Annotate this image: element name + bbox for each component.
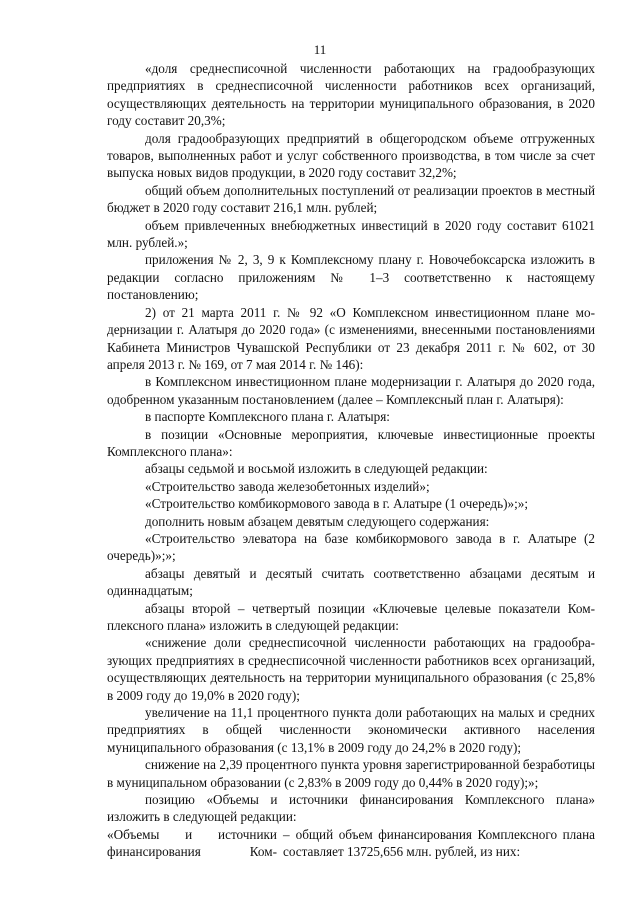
paragraph: абзацы седьмой и восьмой изложить в следующей редакции:	[145, 461, 488, 477]
financing-table-right-text: общий объем финансирования Комплексного плана составляет 13725,656 млн. рублей, из них:	[283, 826, 595, 860]
paragraph: «доля среднесписочной численности работающих на градообразующих предприятиях в среднесписочной численности работников всех организаций, осуществляющих деятельность на территории муниципального образования, в 2020 году составит 20,3%;	[107, 61, 595, 129]
paragraph: абзацы девятый и десятый считать соответственно абзацами десятым и одиннадцатым;	[107, 565, 595, 599]
financing-table-left-cell	[107, 826, 277, 861]
paragraph: в паспорте Комплексного плана г. Алатыря:	[145, 409, 390, 425]
document-body	[107, 60, 595, 861]
paragraph: дополнить новым абзацем девятым следующего содержания:	[145, 513, 490, 529]
financing-table-right-cell	[283, 826, 595, 861]
financing-table-dash: –	[283, 826, 290, 842]
paragraph: «Строительство элеватора на базе комбикормового завода в г. Алатыре (2 очередь)»;»;	[107, 530, 595, 564]
paragraph: «Строительство завода железобетонных изделий»;	[145, 478, 430, 494]
paragraph: «снижение доли среднесписочной численности работающих на градообразующих предприятиях в среднесписочной численности работников всех организаций, осуществляющих деятельность на территории муниципального образования (с 25,8% в 2009 году до 19,0% в 2020 году);	[107, 635, 595, 703]
paragraph: позицию «Объемы и источники финансирования Комплексного плана» изложить в следующей редакции:	[107, 792, 595, 825]
paragraph: увеличение на 11,1 процентного пункта доли работающих на малых и средних предприятиях в общей численности экономически активного населения муниципального образования (с 13,1% в 2009 году до 24,2% в 2020 году);	[107, 705, 595, 755]
paragraph: общий объем дополнительных поступлений от реализации проектов в местный бюджет в 2020 году составит 216,1 млн. рублей;	[107, 182, 595, 216]
paragraph: доля градообразующих предприятий в общегородском объеме отгруженных товаров, выполненных работ и услуг собственного производства, в том числе за счет выпуска новых видов продукции, в 2020 году составит 32,2%;	[107, 130, 595, 181]
page-number: 11	[313, 42, 327, 57]
paragraph: «Строительство комбикормового завода в г. Алатыре (1 очередь)»;»;	[145, 496, 529, 512]
paragraph: приложения № 2, 3, 9 к Комплексному плану г. Новочебоксарска изложить в редакции согласно приложениям № 1–3 соответственно к настоящему постановлению;	[107, 252, 595, 303]
paragraph: объем привлеченных внебюджетных инвестиций в 2020 году составит 61021 млн. рублей.»;	[107, 217, 595, 251]
paragraph: снижение на 2,39 процентного пункта уровня зарегистрированной безработицы в муниципальном образовании (с 2,83% в 2009 году до 0,44% в 2020 году);»;	[107, 757, 595, 790]
paragraph: абзацы второй – четвертый позиции «Ключевые целевые показатели Комплексного плана» изложить в следующей редакции:	[107, 600, 595, 633]
paragraph: в позиции «Основные мероприятия, ключевые инвестиционные проекты Комплексного плана»:	[107, 426, 595, 459]
financing-table-left-line: «Объемы и источники	[107, 826, 277, 842]
financing-table-fragment	[107, 826, 595, 861]
paragraph: в Комплексном инвестиционном плане модернизации г. Алатыря до 2020 года, одобренном указанным постановлением (далее – Комплексный план г. Алатыря):	[107, 374, 595, 407]
paragraph: 2) от 21 марта 2011 г. № 92 «О Комплексном инвестиционном плане модернизации г. Алатыря до 2020 года» (с изменениями, внесенными постановлениями Кабинета Министров Чувашской Республики от 23 декабря 2011 г. № 602, от 30 апреля 2013 г. № 169, от 7 мая 2014 г. № 146):	[107, 304, 595, 372]
financing-table-left-line: финансирования Ком-	[107, 844, 277, 860]
